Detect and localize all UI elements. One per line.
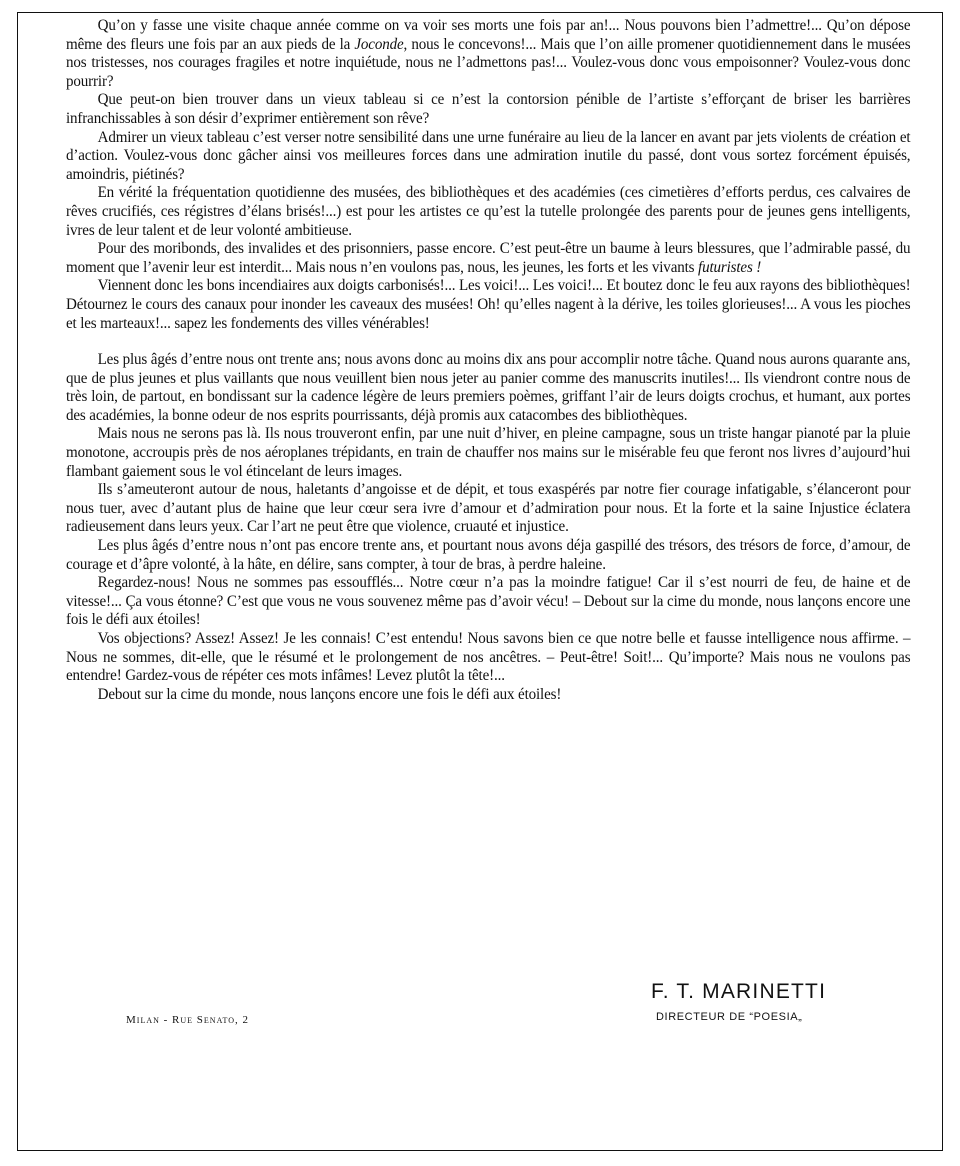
paragraph: Admirer un vieux tableau c’est verser notre sensibilité dans une urne funéraire au lieu de la lancer en avant par jets violents de création et d’action. Voulez-vous donc gâcher ainsi vos meilleures forces dans une admiration inutile du passé, dont vous sortez forcément épuisés, amoindris, piétinés? <box>66 127 911 183</box>
paragraph: Les plus âgés d’entre nous ont trente ans; nous avons donc au moins dix ans pour accomplir notre tâche. Quand nous aurons quarante ans, que de plus jeunes et plus vaillants que nous veuillent bien nous jeter au panier comme des manuscrits inutiles!... Ils viendront contre nous de très loin, de partout, en bondissant sur la cadence légère de leurs premiers poèmes, griffant l’air de leurs doigts crochus, et humant, aux portes des académies, la bonne odeur de nos esprits pourrissants, déjà promis aux catacombes des bibliothèques. <box>66 350 911 424</box>
paragraph: Viennent donc les bons incendiaires aux doigts carbonisés!... Les voici!... Les voici!... Et boutez donc le feu aux rayons des bibliothèques! Détournez le cours des canaux pour inonder les caveaux des musées! Oh! qu’elles nagent à la dérive, les toiles glorieuses!... A vous les pioches et les marteaux!... sapez les fondements des villes vénérables! <box>66 276 911 332</box>
paragraph: Que peut-on bien trouver dans un vieux tableau si ce n’est la contorsion pénible de l’artiste s’efforçant de briser les barrières infranchissables à son désir d’exprimer entièrement son rêve? <box>66 90 911 127</box>
paragraph: Qu’on y fasse une visite chaque année comme on va voir ses morts une fois par an!... Nous pouvons bien l’admettre!... Qu’on dépose même des fleurs une fois par an aux pieds de la Joconde, nous le concevons!... Mais que l’on aille promener quotidiennement dans le musées nos tristesses, nos courages fragiles et notre inquiétude, nous ne l’admettons pas!... Voulez-vous donc vous empoisonner? Voulez-vous donc pourrir? <box>66 16 911 90</box>
italic-futuristes: futuristes ! <box>698 257 762 276</box>
paragraph: Regardez-nous! Nous ne sommes pas essoufflés... Notre cœur n’a pas la moindre fatigue! Car il s’est nourri de feu, de haine et de vitesse!... Ça vous étonne? C’est que vous ne vous souvenez même pas d’avoir vécu! – Debout sur la cime du monde, nous lançons encore une fois le défi aux étoiles! <box>66 573 911 629</box>
paragraph: Mais nous ne serons pas là. Ils nous trouveront enfin, par une nuit d’hiver, en pleine campagne, sous un triste hangar pianoté par la pluie monotone, accroupis près de nos aéroplanes trépidants, en train de chauffer nos mains sur le misérable feu que feront nos livres d’aujourd’hui flambant gaiement sous le vol étincelant de leurs images. <box>66 424 911 480</box>
paragraph: Pour des moribonds, des invalides et des prisonniers, passe encore. C’est peut-être un baume à leurs blessures, que l’admirable passé, du moment que l’avenir leur est interdit... Mais nous n’en voulons pas, nous, les jeunes, les forts et les vivants futuristes ! <box>66 239 911 276</box>
paragraph: En vérité la fréquentation quotidienne des musées, des bibliothèques et des académies (ces cimetières d’efforts perdus, ces calvaires de rêves crucifiés, ces régistres d’élans brisés!...) est pour les artistes ce qu’est la tutelle prolongée des parents pour de jeunes gens intelligents, ivres de leur talent et de leur volonté ambitieuse. <box>66 183 911 239</box>
manifesto-body <box>66 16 910 703</box>
paragraph: Debout sur la cime du monde, nous lançons encore une fois le défi aux étoiles! <box>97 684 562 703</box>
signature-name: F. T. MARINETTI <box>651 980 827 1003</box>
paragraph: Les plus âgés d’entre nous n’ont pas encore trente ans, et pourtant nous avons déja gaspillé des trésors, des trésors de force, d’amour, de courage et d’âpre volonté, à la hâte, en délire, sans compter, à tour de bras, à perdre haleine. <box>66 536 911 573</box>
section-gap <box>66 332 910 350</box>
paragraph: Vos objections? Assez! Assez! Je les connais! C’est entendu! Nous savons bien ce que notre belle et fausse intelligence nous affirme. – Nous ne sommes, dit-elle, que le résumé et le prolongement de nos ancêtres. – Peut-être! Soit!... Qu’importe? Mais nous ne voulons pas entendre! Gardez-vous de répéter ces mots infâmes! Levez plutôt la tête!... <box>66 629 911 685</box>
signature-title: DIRECTEUR DE “POESIA„ <box>656 1011 803 1023</box>
paragraph: Ils s’ameuteront autour de nous, haletants d’angoisse et de dépit, et tous exaspérés par notre fier courage infatigable, s’élanceront pour nous tuer, avec d’autant plus de haine que leur cœur sera ivre d’amour et d’admiration pour nous. Et la forte et la saine Injustice éclatera radieusement dans leurs yeux. Car l’art ne peut être que violence, cruauté et injustice. <box>66 480 911 536</box>
italic-title: Joconde <box>354 34 404 53</box>
address: Milan - Rue Senato, 2 <box>126 1014 249 1026</box>
